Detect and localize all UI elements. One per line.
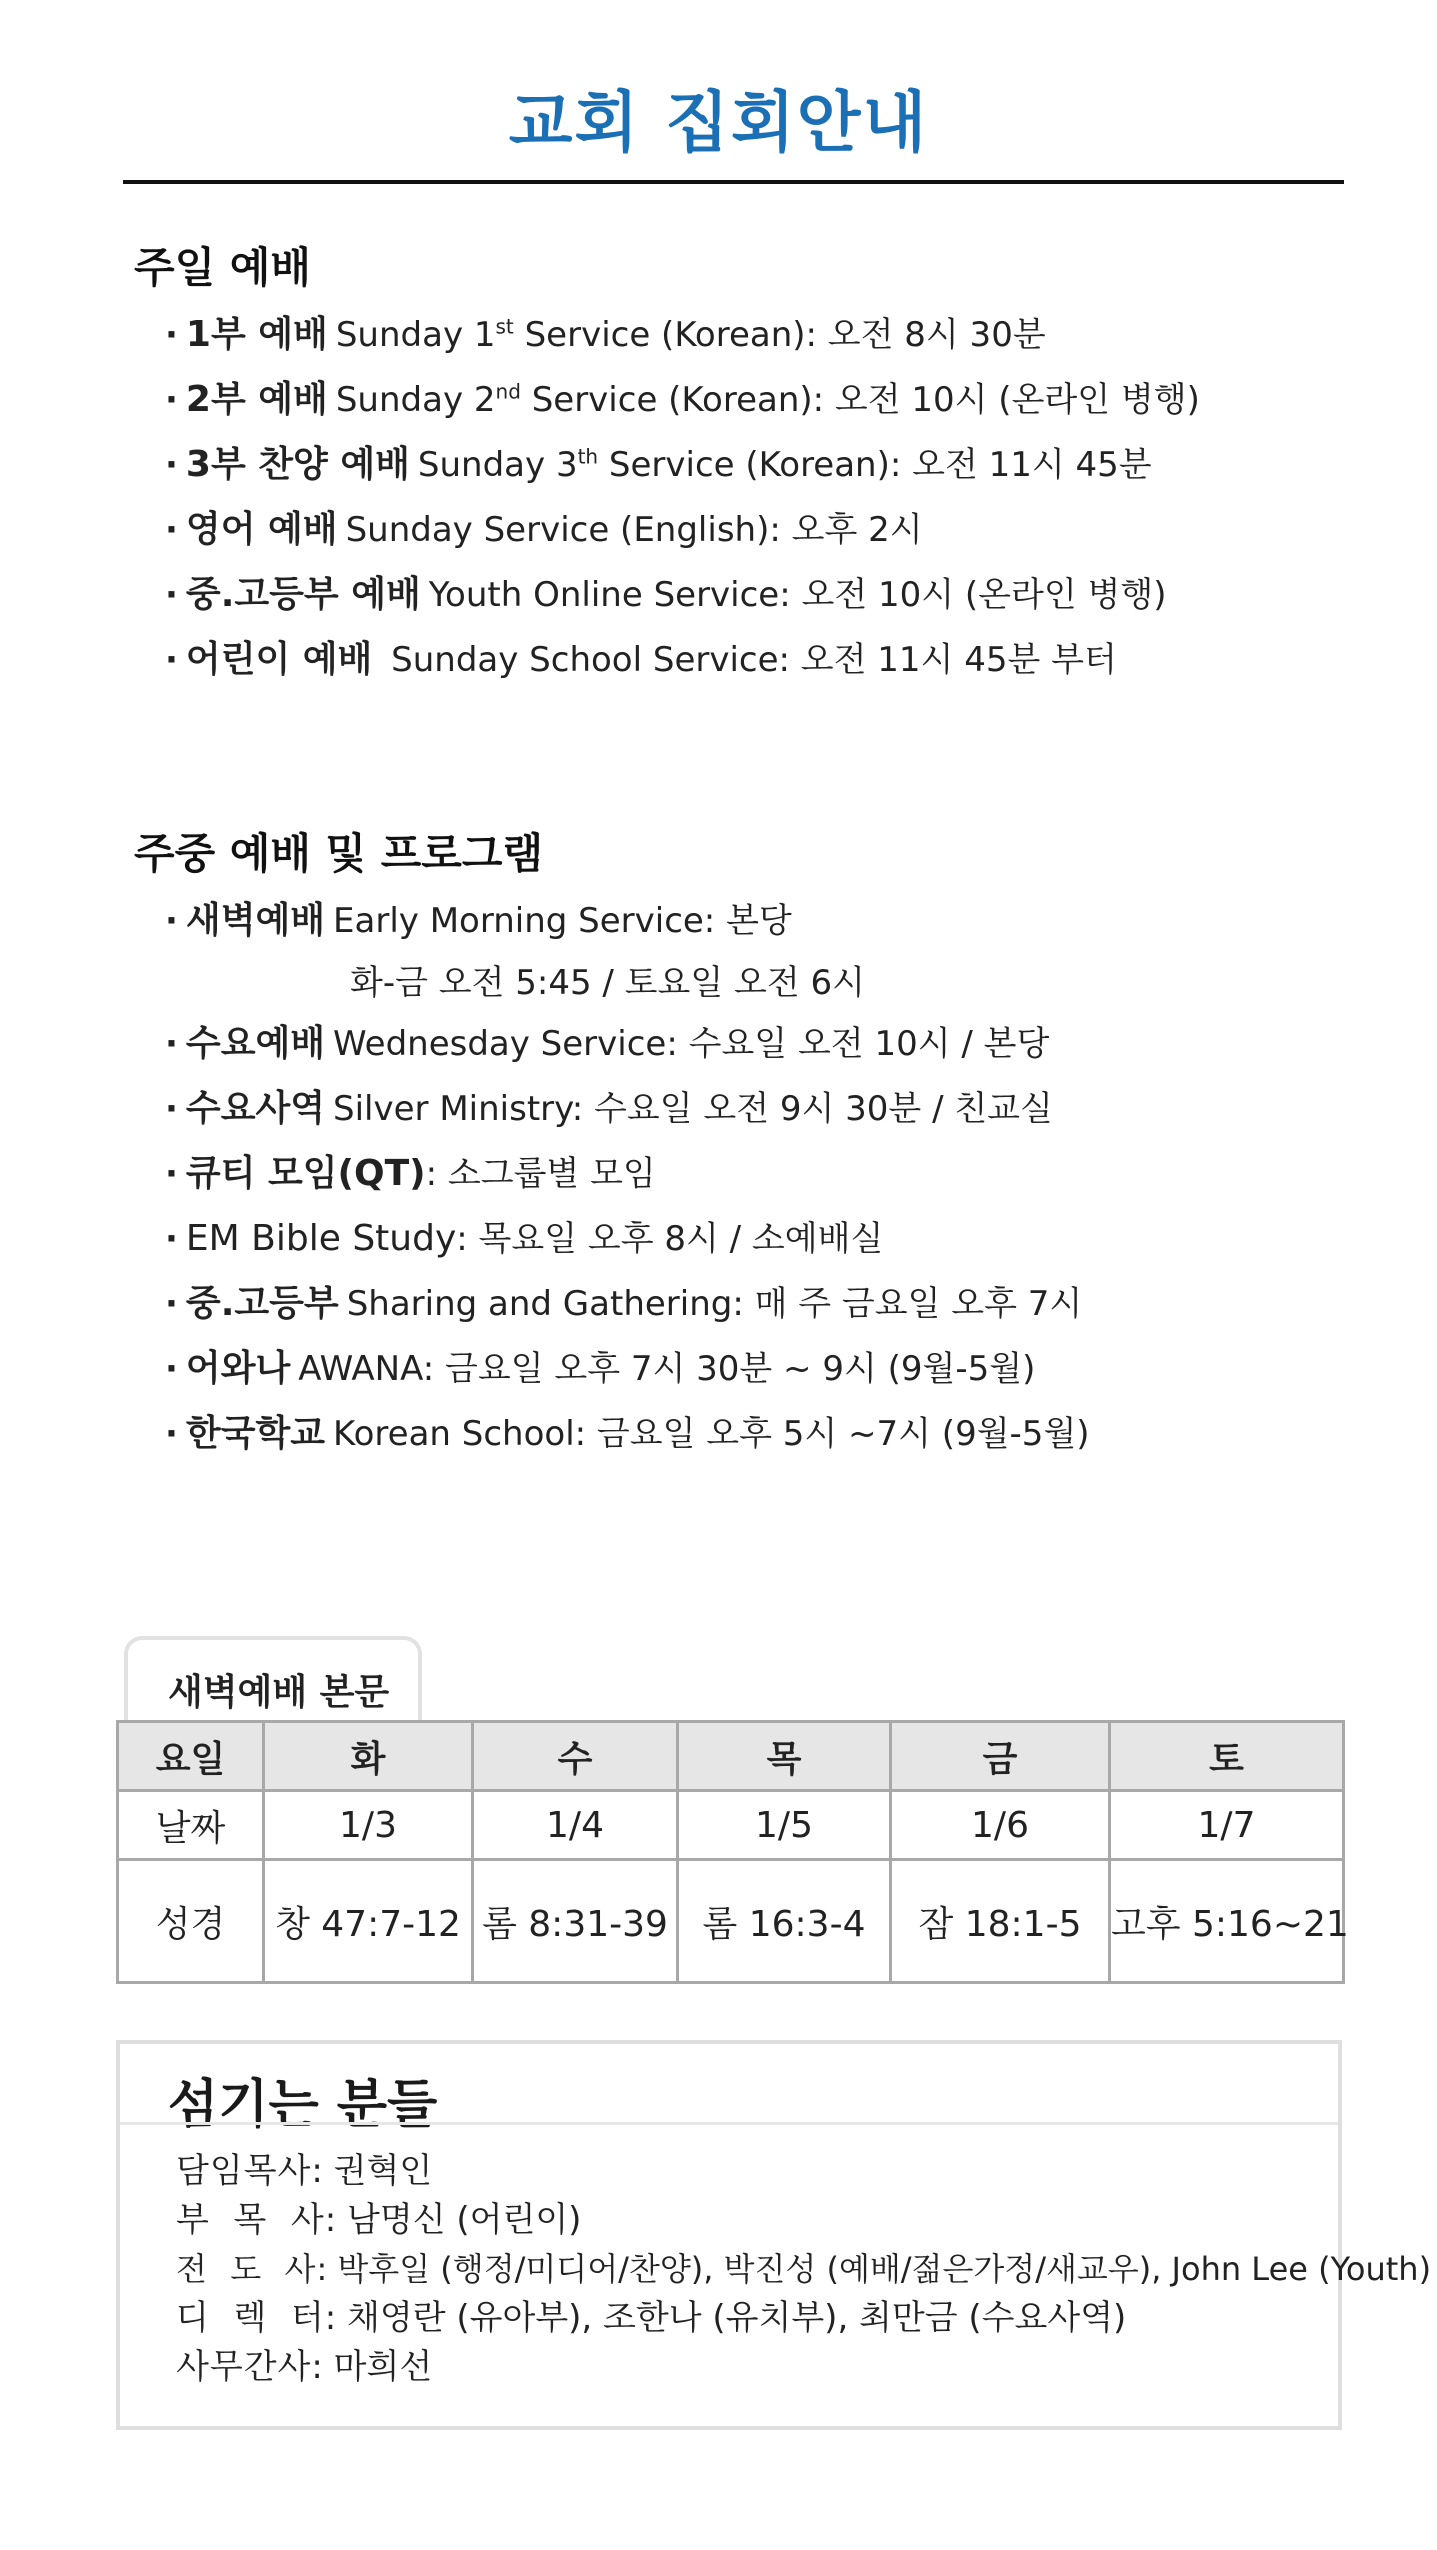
header-cell: 요일 xyxy=(118,1722,264,1791)
bullet: · xyxy=(165,1414,178,1454)
servant-role: 담임목사 xyxy=(176,2151,312,2191)
title-divider xyxy=(123,180,1344,184)
table-cell: 1/7 xyxy=(1110,1791,1344,1860)
weekday-item xyxy=(165,1411,1090,1457)
table-cell: 1/5 xyxy=(678,1791,891,1860)
servant-names: : 권혁인 xyxy=(311,2151,433,2191)
weekday-item-continuation xyxy=(350,960,865,1006)
servant-row xyxy=(176,2197,581,2243)
program-text: Sharing and Gathering: 매 주 금요일 오후 7시 xyxy=(346,1284,1083,1324)
sunday-item xyxy=(165,572,1166,618)
program-label: 한국학교 xyxy=(185,1413,326,1454)
table-row xyxy=(118,1860,1344,1983)
program-text: Early Morning Service: 본당 xyxy=(333,901,792,941)
ordinal-suffix: th xyxy=(577,444,599,469)
servant-role: 전 도 사 xyxy=(176,2250,317,2288)
table-cell: 잠 18:1-5 xyxy=(891,1860,1110,1983)
program-text: AWANA: 금요일 오후 7시 30분 ~ 9시 (9월-5월) xyxy=(298,1349,1036,1389)
service-text: Youth Online Service: 오전 10시 (온라인 병행) xyxy=(428,575,1167,615)
bullet: · xyxy=(165,1154,178,1194)
servant-names: : 남명신 (어린이) xyxy=(324,2200,582,2240)
header-cell: 토 xyxy=(1110,1722,1344,1791)
sunday-item xyxy=(165,377,1200,423)
service-text: Sunday 2 xyxy=(335,380,496,420)
schedule-tab-label: 새벽예배 본문 xyxy=(168,1672,390,1713)
table-row xyxy=(118,1791,1344,1860)
bullet: · xyxy=(165,640,178,680)
service-detail: Service (Korean): 오전 10시 (온라인 병행) xyxy=(520,380,1200,420)
servant-row xyxy=(176,2246,1431,2292)
service-text: Sunday 3 xyxy=(417,445,578,485)
program-text: 화-금 오전 5:45 / 토요일 오전 6시 xyxy=(350,963,865,1003)
bullet: · xyxy=(165,575,178,615)
service-label: 영어 예배 xyxy=(185,509,338,550)
service-detail: Service (Korean): 오전 11시 45분 xyxy=(598,445,1152,485)
service-text: Sunday 1 xyxy=(335,315,496,355)
servant-role: 디 렉 터 xyxy=(176,2298,325,2338)
bullet: · xyxy=(165,1219,178,1259)
service-text: Sunday Service (English): 오후 2시 xyxy=(345,510,923,550)
scripture-schedule-table xyxy=(116,1720,1349,1984)
table-cell: 고후 5:16~21 xyxy=(1110,1860,1344,1983)
servants-divider xyxy=(120,2122,1338,2125)
sunday-item xyxy=(165,637,1117,683)
table-cell: 창 47:7-12 xyxy=(264,1860,473,1983)
service-text: Sunday School Service: 오전 11시 45분 부터 xyxy=(380,640,1117,680)
program-label: 수요예배 xyxy=(185,1023,326,1064)
table-cell: 롬 8:31-39 xyxy=(473,1860,678,1983)
sunday-item xyxy=(165,442,1152,488)
table-cell: 성경 xyxy=(118,1860,264,1983)
servant-names: : 마희선 xyxy=(311,2347,433,2387)
bullet: · xyxy=(165,445,178,485)
table-cell: 1/3 xyxy=(264,1791,473,1860)
weekday-item xyxy=(165,1281,1082,1327)
bullet: · xyxy=(165,1024,178,1064)
servant-row xyxy=(176,2344,432,2390)
servant-names: : 채영란 (유아부), 조한나 (유치부), 최만금 (수요사역) xyxy=(324,2298,1127,2338)
servants-title: 섬기는 분들 xyxy=(168,2075,438,2135)
header-cell: 금 xyxy=(891,1722,1110,1791)
table-cell: 1/6 xyxy=(891,1791,1110,1860)
servant-role: 부 목 사 xyxy=(176,2200,325,2240)
service-label: 1부 예배 xyxy=(185,314,328,355)
program-text: Korean School: 금요일 오후 5시 ~7시 (9월-5월) xyxy=(333,1414,1090,1454)
bullet: · xyxy=(165,1089,178,1129)
program-label: EM Bible Study xyxy=(185,1218,457,1259)
program-label: 큐티 모임(QT) xyxy=(185,1153,426,1194)
program-text: : 소그룹별 모임 xyxy=(425,1154,656,1194)
bullet: · xyxy=(165,1349,178,1389)
bullet: · xyxy=(165,380,178,420)
table-cell: 1/4 xyxy=(473,1791,678,1860)
bullet: · xyxy=(165,1284,178,1324)
servant-names: : 박후일 (행정/미디어/찬양), 박진성 (예배/젊은가정/새교우), John Lee (Youth) xyxy=(316,2250,1432,2288)
service-detail: Service (Korean): 오전 8시 30분 xyxy=(513,315,1046,355)
program-text: : 목요일 오후 8시 / 소예배실 xyxy=(456,1219,884,1259)
weekday-item xyxy=(165,898,792,944)
bullet: · xyxy=(165,901,178,941)
sunday-item xyxy=(165,507,923,553)
service-label: 어린이 예배 xyxy=(185,639,373,680)
schedule-tab xyxy=(124,1636,422,1722)
ordinal-suffix: nd xyxy=(495,379,521,404)
program-text: Silver Ministry: 수요일 오전 9시 30분 / 친교실 xyxy=(333,1089,1053,1129)
service-label: 중.고등부 예배 xyxy=(185,574,421,615)
weekday-item xyxy=(165,1151,656,1197)
servants-box xyxy=(116,2040,1432,2430)
program-label: 중.고등부 xyxy=(185,1283,339,1324)
weekday-item xyxy=(165,1021,1049,1067)
table-header-row xyxy=(118,1722,1344,1791)
header-cell: 수 xyxy=(473,1722,678,1791)
program-text: Wednesday Service: 수요일 오전 10시 / 본당 xyxy=(333,1024,1050,1064)
service-label: 2부 예배 xyxy=(185,379,328,420)
bullet: · xyxy=(165,315,178,355)
weekday-item xyxy=(165,1216,883,1262)
servant-row xyxy=(176,2148,432,2194)
servant-row xyxy=(176,2295,1126,2341)
table-cell: 롬 16:3-4 xyxy=(678,1860,891,1983)
weekday-heading: 주중 예배 및 프로그램 xyxy=(134,829,544,878)
table-cell: 날짜 xyxy=(118,1791,264,1860)
program-label: 새벽예배 xyxy=(185,900,326,941)
weekday-item xyxy=(165,1086,1053,1132)
sunday-item xyxy=(165,312,1046,358)
header-cell: 화 xyxy=(264,1722,473,1791)
service-label: 3부 찬양 예배 xyxy=(185,444,410,485)
servant-role: 사무간사 xyxy=(176,2347,312,2387)
program-label: 어와나 xyxy=(185,1348,291,1389)
weekday-item xyxy=(165,1346,1035,1392)
sunday-heading: 주일 예배 xyxy=(134,243,311,292)
page-title: 교회 집회안내 xyxy=(508,84,929,161)
ordinal-suffix: st xyxy=(495,314,514,339)
program-label: 수요사역 xyxy=(185,1088,326,1129)
bullet: · xyxy=(165,510,178,550)
header-cell: 목 xyxy=(678,1722,891,1791)
